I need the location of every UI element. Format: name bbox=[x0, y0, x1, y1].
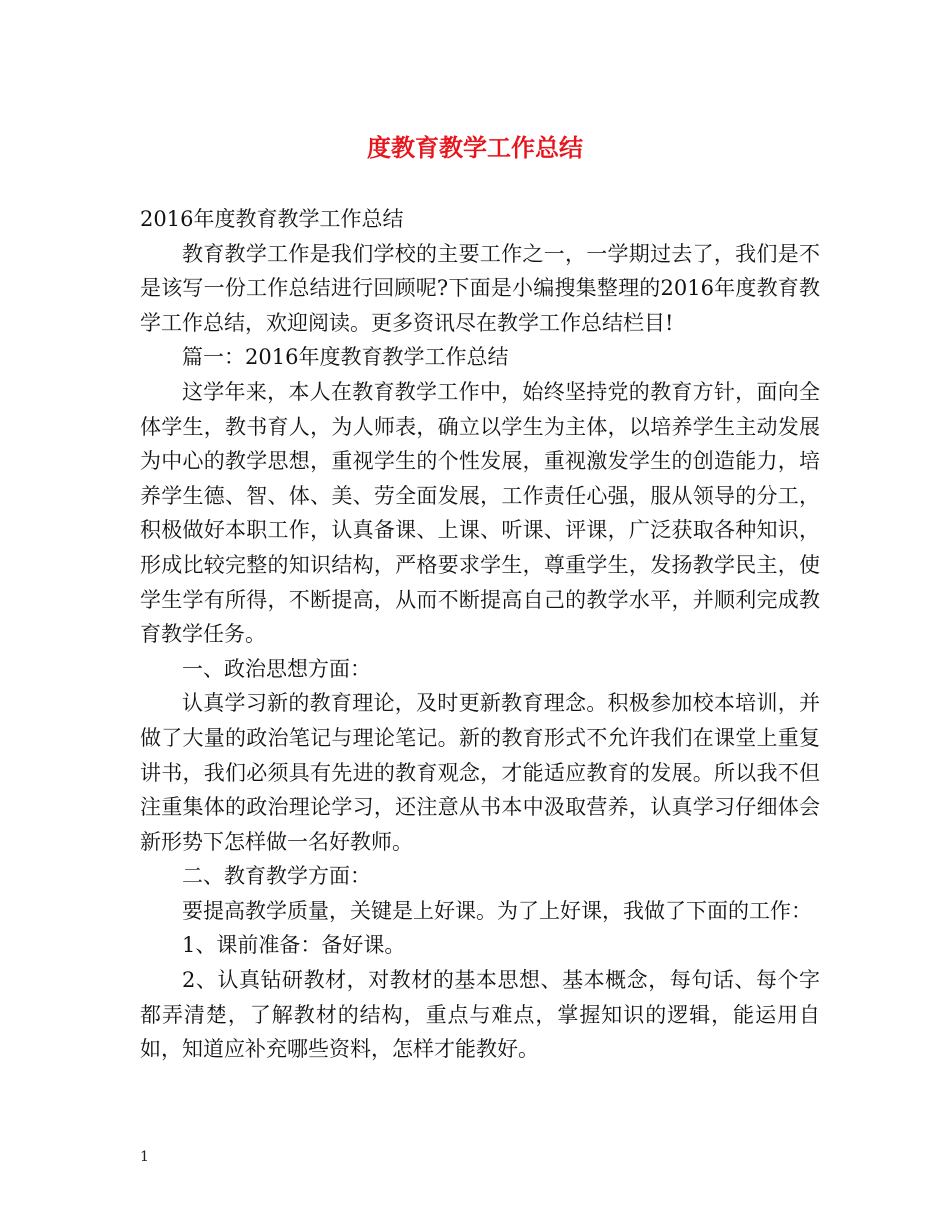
page-number: 1 bbox=[140, 1149, 149, 1165]
paragraph-body: 这学年来，本人在教育教学工作中，始终坚持党的教育方针，面向全体学生，教书育人，为人师表，确立以学生为主体，以培养学生主动发展为中心的教学思想，重视学生的个性发展，重视激发学生的创造能力，培养学生德、智、体、美、劳全面发展，工作责任心强，服从领导的分工，积极做好本职工作，认真备课、上课、听课、评课，广泛获取各种知识，形成比较完整的知识结构，严格要求学生，尊重学生，发扬教学民主，使学生学有所得，不断提高，从而不断提高自己的教学水平，并顺利完成教育教学任务。 bbox=[140, 379, 820, 647]
paragraph-subtitle: 2016年度教育教学工作总结 bbox=[140, 207, 404, 231]
paragraph-list-item: 1、课前准备：备好课。 bbox=[182, 933, 406, 958]
document-body bbox=[140, 202, 820, 1067]
paragraph-heading-political: 一、政治思想方面： bbox=[182, 656, 371, 681]
paragraph-list-item: 2、认真钻研教材，对教材的基本思想、基本概念，每句话、每个字都弄清楚，了解教材的结构，重点与难点，掌握知识的逻辑，能运用自如，知道应补充哪些资料，怎样才能教好。 bbox=[140, 968, 820, 1062]
paragraph-intro: 教育教学工作是我们学校的主要工作之一，一学期过去了，我们是不是该写一份工作总结进行回顾呢?下面是小编搜集整理的2016年度教育教学工作总结，欢迎阅读。更多资讯尽在教学工作总结栏目! bbox=[140, 241, 820, 335]
paragraph-heading-teaching: 二、教育教学方面： bbox=[182, 864, 371, 889]
document-title: 度教育教学工作总结 bbox=[367, 134, 583, 162]
paragraph-section-heading: 篇一：2016年度教育教学工作总结 bbox=[182, 345, 509, 370]
paragraph-body: 认真学习新的教育理论，及时更新教育理念。积极参加校本培训，并做了大量的政治笔记与理论笔记。新的教育形式不允许我们在课堂上重复讲书，我们必须具有先进的教育观念，才能适应教育的发展。所以我不但注重集体的政治理论学习，还注意从书本中汲取营养，认真学习仔细体会新形势下怎样做一名好教师。 bbox=[140, 691, 820, 854]
paragraph-body: 要提高教学质量，关键是上好课。为了上好课，我做了下面的工作： bbox=[182, 898, 812, 923]
